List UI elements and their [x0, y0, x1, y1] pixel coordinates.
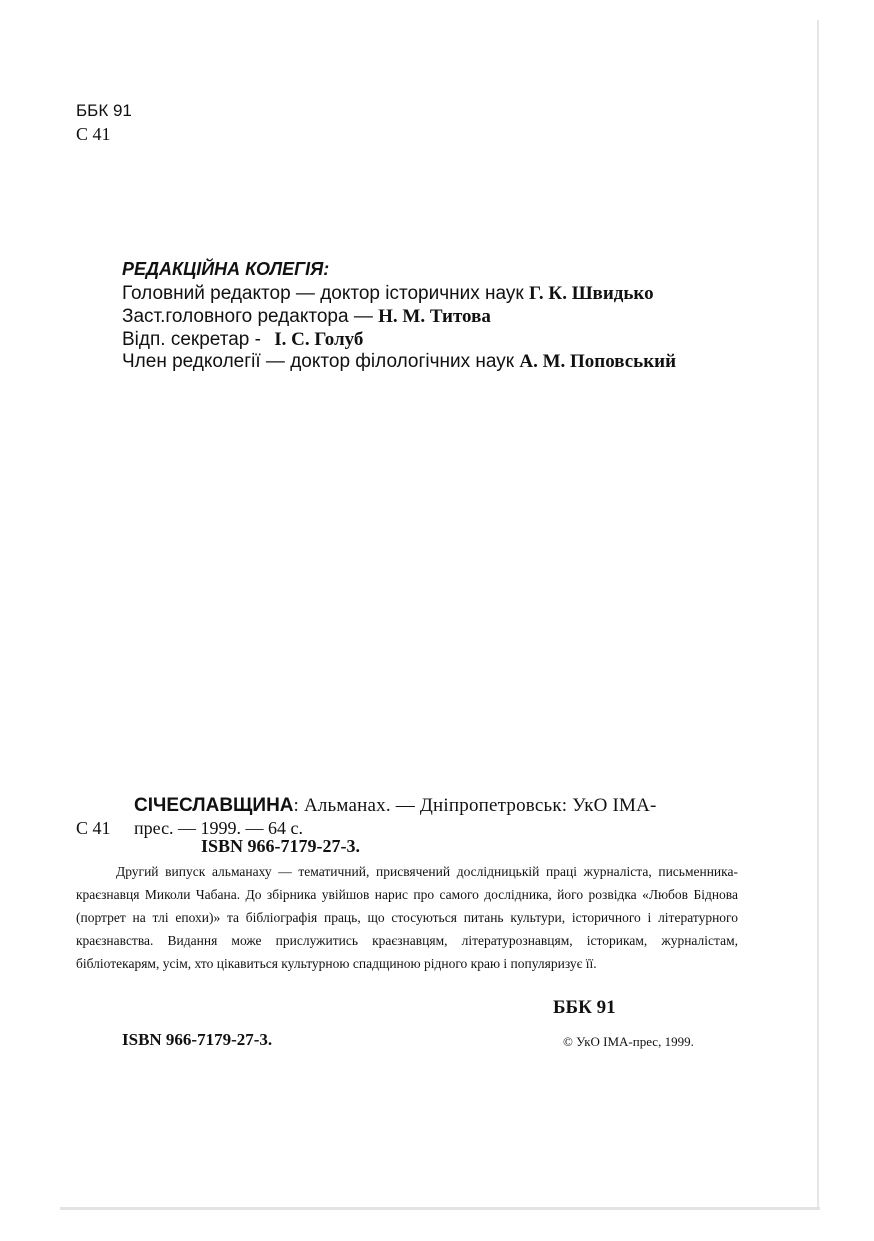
abstract-text: Другий випуск альманаху — тематичний, присвячений дослідницькій праці журналіста, письменника-краєзнавця Миколи Чабана. До збірника увійшов нарис про самого дослідника, його розвідка «Любов Біднова (портрет на тлі епохи)» та бібліографія праць, що стосуються питань культури, історичного і літературного краєзнавства. Видання може прислужитись краєзнавцям, літературознавцям, історикам, журналістам, бібліотекарям, усім, хто цікавиться культурною спадщиною рідного краю і популяризує її. [76, 864, 738, 971]
board-line-chief [122, 283, 654, 305]
board-name: Н. М. Титова [378, 306, 491, 327]
board-line-secretary [122, 329, 363, 351]
board-line-deputy [122, 306, 491, 328]
page-edge-bottom [60, 1207, 820, 1210]
footer-bbk: ББК 91 [553, 997, 616, 1018]
author-mark: С 41 [76, 124, 111, 144]
catalog-description: : Альманах. — Дніпропетровськ: УкО ІМА- [293, 795, 657, 816]
catalog-mark: С 41 [76, 818, 111, 838]
abstract [76, 860, 738, 975]
board-title: РЕДАКЦІЙНА КОЛЕГІЯ: [122, 259, 330, 279]
copyright: © УкО ІМА-прес, 1999. [563, 1034, 694, 1049]
board-role: Заст.головного редактора — [122, 306, 373, 327]
board-name: І. С. Голуб [274, 329, 364, 350]
board-name: Г. К. Швидько [528, 283, 654, 304]
board-role: Член редколегії — доктор філологічних наук [122, 351, 515, 372]
bbk-code: ББК 91 [76, 101, 132, 120]
board-line-member [122, 351, 676, 373]
catalog-line-1 [134, 795, 657, 817]
footer-isbn: ISBN 966-7179-27-3. [122, 1030, 273, 1049]
board-role: Відп. секретар - [122, 329, 261, 350]
page-edge-right [817, 20, 819, 1210]
catalog-isbn: ISBN 966-7179-27-3. [201, 836, 361, 856]
catalog-line-2: прес. — 1999. — 64 с. [134, 818, 304, 838]
board-name: А. М. Поповський [519, 351, 677, 372]
catalog-title: СІЧЕСЛАВЩИНА [134, 795, 294, 816]
board-role: Головний редактор — доктор історичних наук [122, 283, 524, 304]
